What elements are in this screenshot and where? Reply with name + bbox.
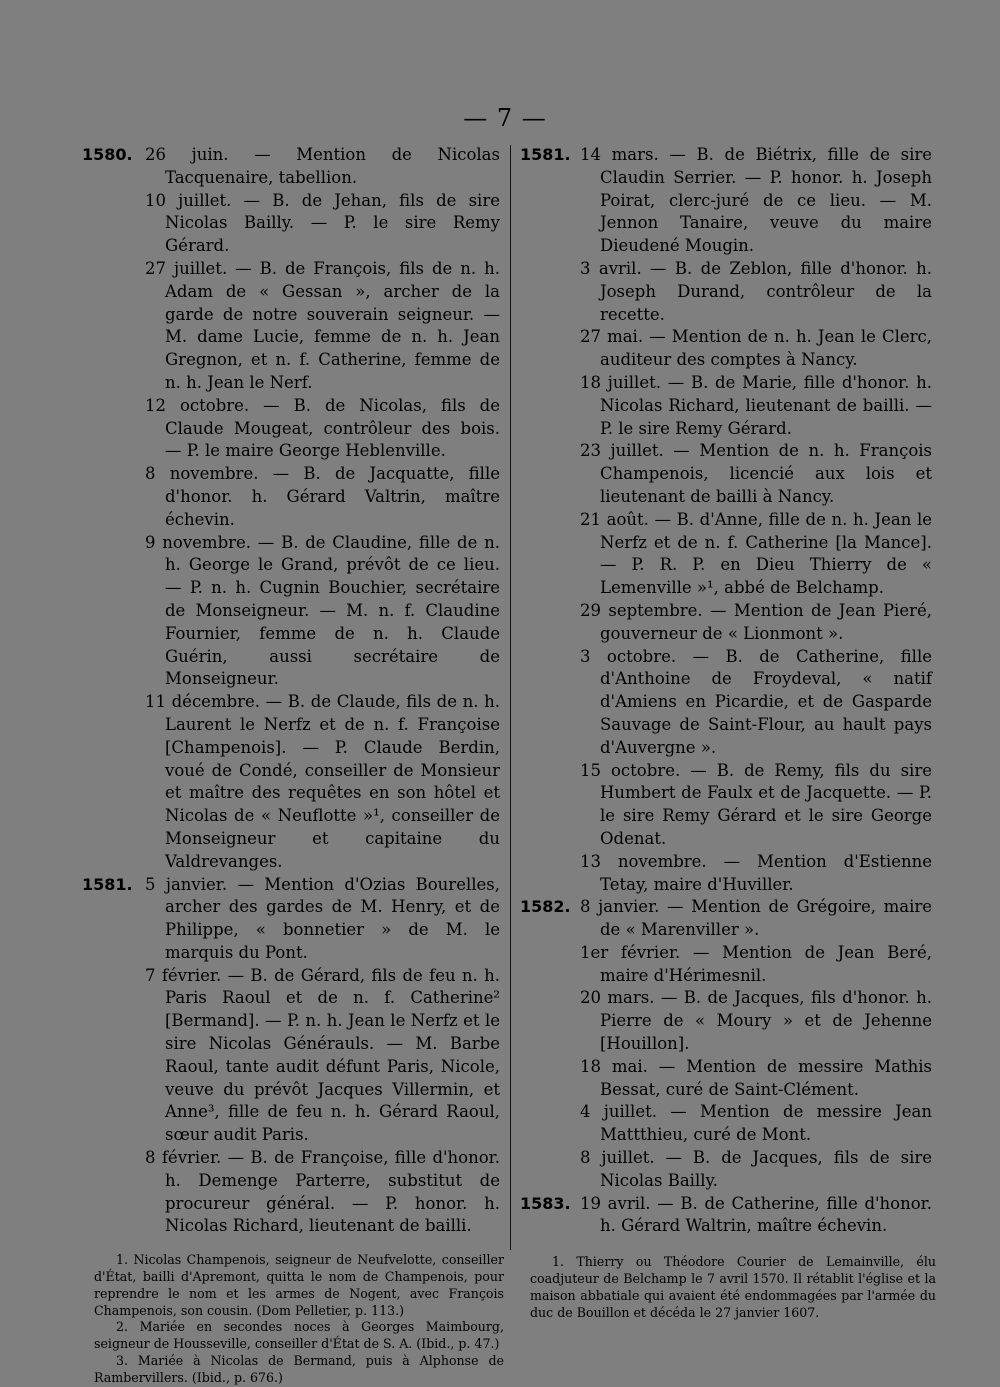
register-entry	[518, 851, 932, 897]
register-entry	[518, 896, 932, 942]
entry-text: 27 juillet. — B. de François, fils de n. h. Adam de « Gessan », archer de la garde de notre souverain seigneur. — M. dame Lucie, femme de n. h. Jean Gregnon, et n. f. Catherine, femme de n. h. Jean le Nerf.	[145, 258, 500, 392]
right-entries	[518, 144, 932, 1238]
footnote: 2. Mariée en secondes noces à Georges Maimbourg, seigneur de Housseville, conseiller d'État de S. A. (Ibid., p. 47.)	[94, 1319, 504, 1352]
register-entry	[80, 144, 500, 190]
entry-text: 27 mai. — Mention de n. h. Jean le Clerc, auditeur des comptes à Nancy.	[580, 327, 932, 370]
register-entry	[80, 395, 500, 463]
entry-text: 19 avril. — B. de Catherine, fille d'honor. h. Gérard Waltrin, maître échevin.	[580, 1193, 932, 1236]
entry-text: 9 novembre. — B. de Claudine, fille de n. h. George le Grand, prévôt de ce lieu. — P. n. h. Cugnin Bouchier, secrétaire de Monseigneur. — M. n. f. Claudine Fournier, femme de n. h. Claude Guérin, aussi secrétaire de Monseigneur.	[145, 532, 500, 689]
entry-year: 1581.	[82, 874, 133, 894]
register-entry	[518, 509, 932, 600]
entry-text: 8 juillet. — B. de Jacques, fils de sire Nicolas Bailly.	[580, 1148, 932, 1190]
register-entry	[80, 258, 500, 395]
register-entry	[80, 1147, 500, 1238]
register-entry	[518, 1147, 932, 1193]
entry-text: 8 janvier. — Mention de Grégoire, maire de « Marenviller ».	[580, 897, 932, 940]
register-entry	[518, 440, 932, 508]
register-entry	[518, 987, 932, 1055]
column-divider	[510, 145, 511, 1250]
entry-text: 4 juillet. — Mention de messire Jean Mattthieu, curé de Mont.	[580, 1102, 932, 1145]
entry-text: 29 septembre. — Mention de Jean Pieré, gouverneur de « Lionmont ».	[580, 600, 932, 643]
entry-text: 26 juin. — Mention de Nicolas Tacquenaire, tabellion.	[145, 145, 500, 187]
register-entry	[80, 190, 500, 258]
entry-text: 13 novembre. — Mention d'Estienne Tetay, maire d'Huviller.	[580, 851, 932, 894]
entry-text: 1er février. — Mention de Jean Beré, maire d'Hérimesnil.	[580, 942, 932, 985]
entry-text: 7 février. — B. de Gérard, fils de feu n. h. Paris Raoul et de n. f. Catherine² [Bermand]. — P. n. h. Jean le Nerfz et le sire Nicolas Générauls. — M. Barbe Raoul, tante audit défunt Paris, Nicole, veuve du prévôt Jacques Villermin, et Anne³, fille de feu n. h. Gérard Raoul, sœur audit Paris.	[145, 965, 500, 1145]
left-column	[80, 144, 504, 1387]
entry-text: 3 avril. — B. de Zeblon, fille d'honor. h. Joseph Durand, contrôleur de la recette.	[580, 258, 932, 324]
entry-text: 18 mai. — Mention de messire Mathis Bessat, curé de Saint-Clément.	[580, 1056, 932, 1099]
register-entry	[518, 1101, 932, 1147]
right-column	[518, 144, 936, 1321]
register-entry	[518, 326, 932, 372]
register-entry	[80, 691, 500, 873]
right-footnotes	[530, 1254, 936, 1321]
register-entry	[518, 646, 932, 760]
entry-text: 11 décembre. — B. de Claude, fils de n. h. Laurent le Nerfz et de n. f. Françoise [Champenois]. — P. Claude Berdin, voué de Condé, conseiller de Monsieur et maître des requêtes en son hôtel et Nicolas de « Neuflotte »¹, conseiller de Monseigneur et capitaine du Valdrevanges.	[145, 692, 500, 871]
register-entry	[518, 1193, 932, 1239]
entry-text: 23 juillet. — Mention de n. h. François Champenois, licencié aux lois et lieutenant de bailli à Nancy.	[580, 441, 932, 506]
register-entry	[518, 1056, 932, 1102]
entry-text: 21 août. — B. d'Anne, fille de n. h. Jean le Nerfz et de n. f. Catherine [la Mance]. — P. R. P. en Dieu Thierry de « Lemenville »¹, abbé de Belchamp.	[580, 509, 932, 598]
register-entry	[518, 258, 932, 326]
left-footnotes	[94, 1252, 504, 1386]
register-entry	[518, 600, 932, 646]
register-entry	[518, 144, 932, 258]
entry-text: 18 juillet. — B. de Marie, fille d'honor. h. Nicolas Richard, lieutenant de bailli. — P. le sire Remy Gérard.	[580, 372, 932, 438]
register-entry	[80, 463, 500, 531]
footnote: 1. Nicolas Champenois, seigneur de Neufvelotte, conseiller d'État, bailli d'Apremont, quitta le nom de Champenois, pour reprendre le nom et les armes de Nogent, avec François Champenois, son cousin. (Dom Pelletier, p. 113.)	[94, 1252, 504, 1318]
entry-text: 5 janvier. — Mention d'Ozias Bourelles, archer des gardes de M. Henry, et de Philippe, « bonnetier » de M. le marquis du Pont.	[145, 874, 500, 962]
footnote: 1. Thierry ou Théodore Courier de Lemainville, élu coadjuteur de Belchamp le 7 avril 1570. Il rétablit l'église et la maison abbatiale qui avaient été endommagées par l'armée du duc de Bouillon et décéda le 27 janvier 1607.	[530, 1254, 936, 1320]
footnote: 3. Mariée à Nicolas de Bermand, puis à Alphonse de Rambervillers. (Ibid., p. 676.)	[94, 1353, 504, 1385]
entry-text: 20 mars. — B. de Jacques, fils d'honor. h. Pierre de « Moury » et de Jehenne [Houillon].	[580, 988, 932, 1054]
entry-text: 14 mars. — B. de Biétrix, fille de sire Claudin Serrier. — P. honor. h. Joseph Poirat, clerc-juré de ce lieu. — M. Jennon Tanaire, veuve du maire Dieudené Mougin.	[580, 145, 932, 256]
entry-text: 10 juillet. — B. de Jehan, fils de sire Nicolas Bailly. — P. le sire Remy Gérard.	[145, 190, 500, 256]
entry-year: 1581.	[520, 145, 571, 164]
entry-year: 1580.	[82, 145, 133, 164]
entry-text: 12 octobre. — B. de Nicolas, fils de Claude Mougeat, contrôleur des bois. — P. le maire George Heblenville.	[145, 395, 500, 461]
entry-text: 3 octobre. — B. de Catherine, fille d'Anthoine de Froydeval, « natif d'Amiens en Picardie, et de Gasparde Sauvage de Saint-Flour, au hault pays d'Auvergne ».	[580, 646, 932, 757]
register-entry	[518, 760, 932, 851]
entry-text: 8 novembre. — B. de Jacquatte, fille d'honor. h. Gérard Valtrin, maître échevin.	[145, 464, 500, 529]
register-entry	[80, 965, 500, 1147]
left-entries	[80, 144, 500, 1238]
entry-year: 1582.	[520, 897, 571, 917]
register-entry	[80, 874, 500, 965]
register-entry	[80, 532, 500, 692]
register-entry	[518, 372, 932, 440]
page-number: — 7 —	[463, 104, 547, 132]
register-entry	[518, 942, 932, 988]
entry-text: 15 octobre. — B. de Remy, fils du sire Humbert de Faulx et de Jacquette. — P. le sire Remy Gérard et le sire George Odenat.	[580, 760, 932, 848]
entry-text: 8 février. — B. de Françoise, fille d'honor. h. Demenge Parterre, substitut de procureur général. — P. honor. h. Nicolas Richard, lieutenant de bailli.	[145, 1148, 500, 1236]
entry-year: 1583.	[520, 1193, 571, 1213]
